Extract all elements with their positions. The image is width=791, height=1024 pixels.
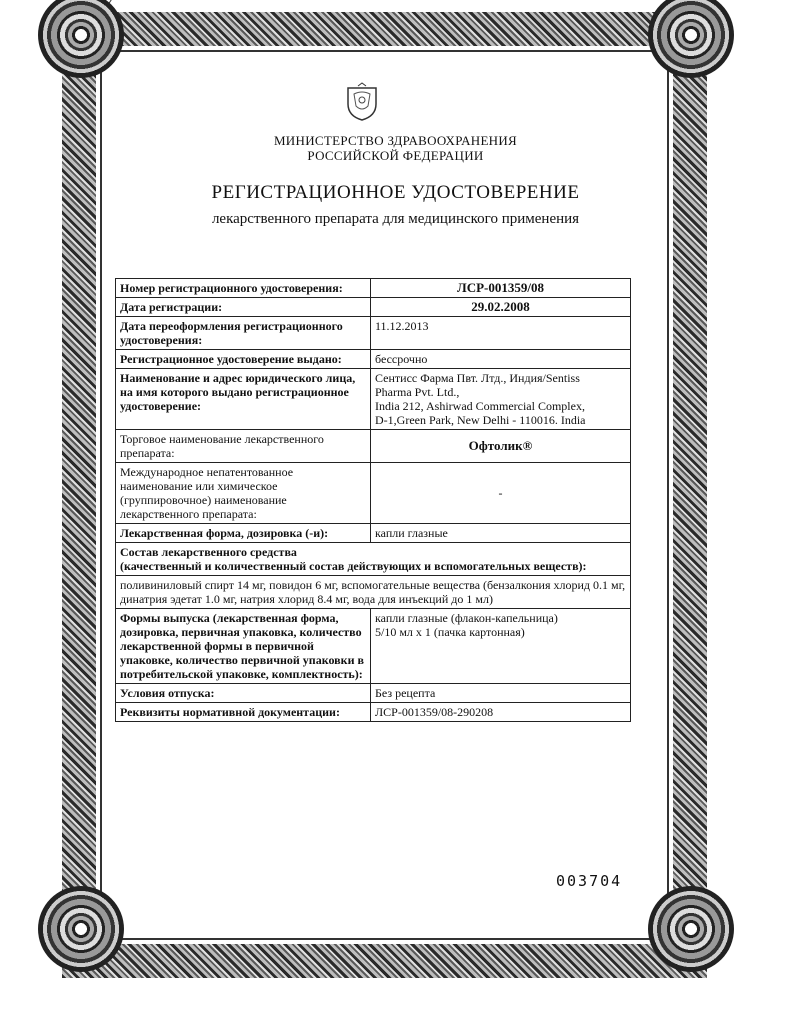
form-value: капли глазные [371,524,631,543]
reissue-date-label: Дата переоформления регистрационного удостоверения: [116,317,371,350]
release-forms-label: Формы выпуска (лекарственная форма, дозировка, первичная упаковка, количество лекарственной формы в первичной упаковке, количество первичной упаковки в потребительской упаковке, комплектность): [116,609,371,684]
inn-value: - [371,463,631,524]
composition-heading: Состав лекарственного средства [120,545,297,559]
rosette-bottom-right-icon [648,886,734,972]
reg-date-label: Дата регистрации: [116,298,371,317]
table-row [116,463,631,524]
trade-name-label: Торговое наименование лекарственного препарата: [116,430,371,463]
inn-label: Международное непатентованное наименование или химическое (группировочное) наименование лекарственного препарата: [116,463,371,524]
table-row [116,279,631,298]
holder-line: Pharma Pvt. Ltd., [375,385,460,399]
composition-cell [116,543,631,576]
release-forms-line: капли глазные (флакон-капельница) [375,611,558,625]
table-row [116,609,631,684]
table-row [116,543,631,576]
table-row [116,298,631,317]
composition-subheading: (качественный и количественный состав действующих и вспомогательных веществ): [120,559,587,573]
trade-name-value: Офтолик® [371,430,631,463]
table-row [116,317,631,350]
reg-number-value: ЛСР-001359/08 [371,279,631,298]
issued-term-value: бессрочно [371,350,631,369]
ministry-name-line2: РОССИЙСКОЙ ФЕДЕРАЦИИ [307,148,484,163]
serial-number: 003704 [556,872,623,890]
coat-of-arms-icon [344,82,380,122]
ministry-name-line1: МИНИСТЕРСТВО ЗДРАВООХРАНЕНИЯ [273,133,518,148]
normative-label: Реквизиты нормативной документации: [116,703,371,722]
dispensing-label: Условия отпуска: [116,684,371,703]
holder-value [371,369,631,430]
reg-date-value: 29.02.2008 [371,298,631,317]
dispensing-value: Без рецепта [371,684,631,703]
registration-table [115,278,631,722]
holder-line: D-1,Green Park, New Delhi - 110016. India [375,413,586,427]
document-subtitle: лекарственного препарата для медицинского применения [211,211,580,227]
rosette-top-right-icon [648,0,734,78]
holder-label: Наименование и адрес юридического лица, на имя которого выдано регистрационное удостоверение: [116,369,371,430]
table-row [116,430,631,463]
normative-value: ЛСР-001359/08-290208 [371,703,631,722]
table-row [116,350,631,369]
rosette-bottom-left-icon [38,886,124,972]
form-label: Лекарственная форма, дозировка (-и): [116,524,371,543]
release-forms-line: 5/10 мл х 1 (пачка картонная) [375,625,525,639]
issued-term-label: Регистрационное удостоверение выдано: [116,350,371,369]
holder-line: Сентисс Фарма Пвт. Лтд., Индия/Sentiss [375,371,580,385]
table-row [116,524,631,543]
reg-number-label: Номер регистрационного удостоверения: [116,279,371,298]
table-row [116,576,631,609]
holder-line: India 212, Ashirwad Commercial Complex, [375,399,585,413]
table-row [116,684,631,703]
release-forms-value [371,609,631,684]
table-row [116,703,631,722]
composition-value: поливиниловый спирт 14 мг, повидон 6 мг, вспомогательные вещества (бензалкония хлорид 0.1 мг, динатрия эдетат 1.0 мг, натрия хлорид 8.4 мг, вода для инъекций до 1 мл) [116,576,631,609]
table-row [116,369,631,430]
document-title: РЕГИСТРАЦИОННОЕ УДОСТОВЕРЕНИЕ [211,182,580,203]
reissue-date-value: 11.12.2013 [371,317,631,350]
